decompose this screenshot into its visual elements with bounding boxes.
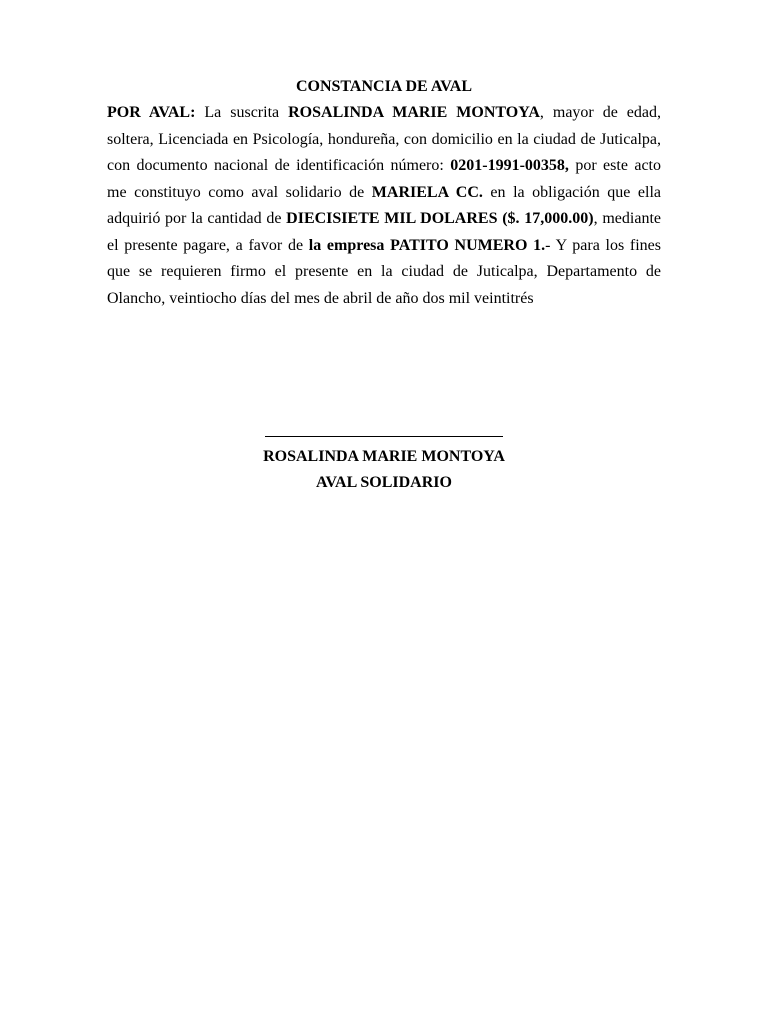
paragraph-segment: , mediante el presente pagare, a favor de xyxy=(107,210,662,254)
paragraph-segment: en la obligación que ella adquirió por la cantidad de xyxy=(107,183,662,227)
paragraph-segment: por este acto me constituyo como aval solidario de xyxy=(107,157,661,201)
paragraph-segment: - Y para los fines que se requieren firmo el presente en la ciudad de Juticalpa, Departamento de Olancho, veintiocho días del mes de abril de año dos mil veintitrés xyxy=(107,236,661,307)
signature-role: AVAL SOLIDARIO xyxy=(316,474,452,491)
aval-paragraph xyxy=(107,100,661,312)
paragraph-segment: , mayor de edad, soltera, Licenciada en Psicología, hondureña, con domicilio en la ciudad de Juticalpa, con documento nacional de identificación número: xyxy=(107,104,662,174)
paragraph-segment: 0201-1991-00358, xyxy=(450,157,569,174)
document-title: CONSTANCIA DE AVAL xyxy=(295,78,473,95)
paragraph-segment: La suscrita xyxy=(195,104,289,121)
signature-line xyxy=(265,436,503,437)
paragraph-segment: ROSALINDA MARIE MONTOYA xyxy=(288,104,540,121)
paragraph-segment: DIECISIETE MIL DOLARES ($. 17,000.00) xyxy=(286,210,594,227)
signature-name: ROSALINDA MARIE MONTOYA xyxy=(263,448,505,465)
paragraph-segment: POR AVAL: xyxy=(107,104,196,121)
paragraph-segment: la empresa PATITO NUMERO 1. xyxy=(308,236,546,254)
paragraph-segment: MARIELA CC. xyxy=(371,183,483,201)
